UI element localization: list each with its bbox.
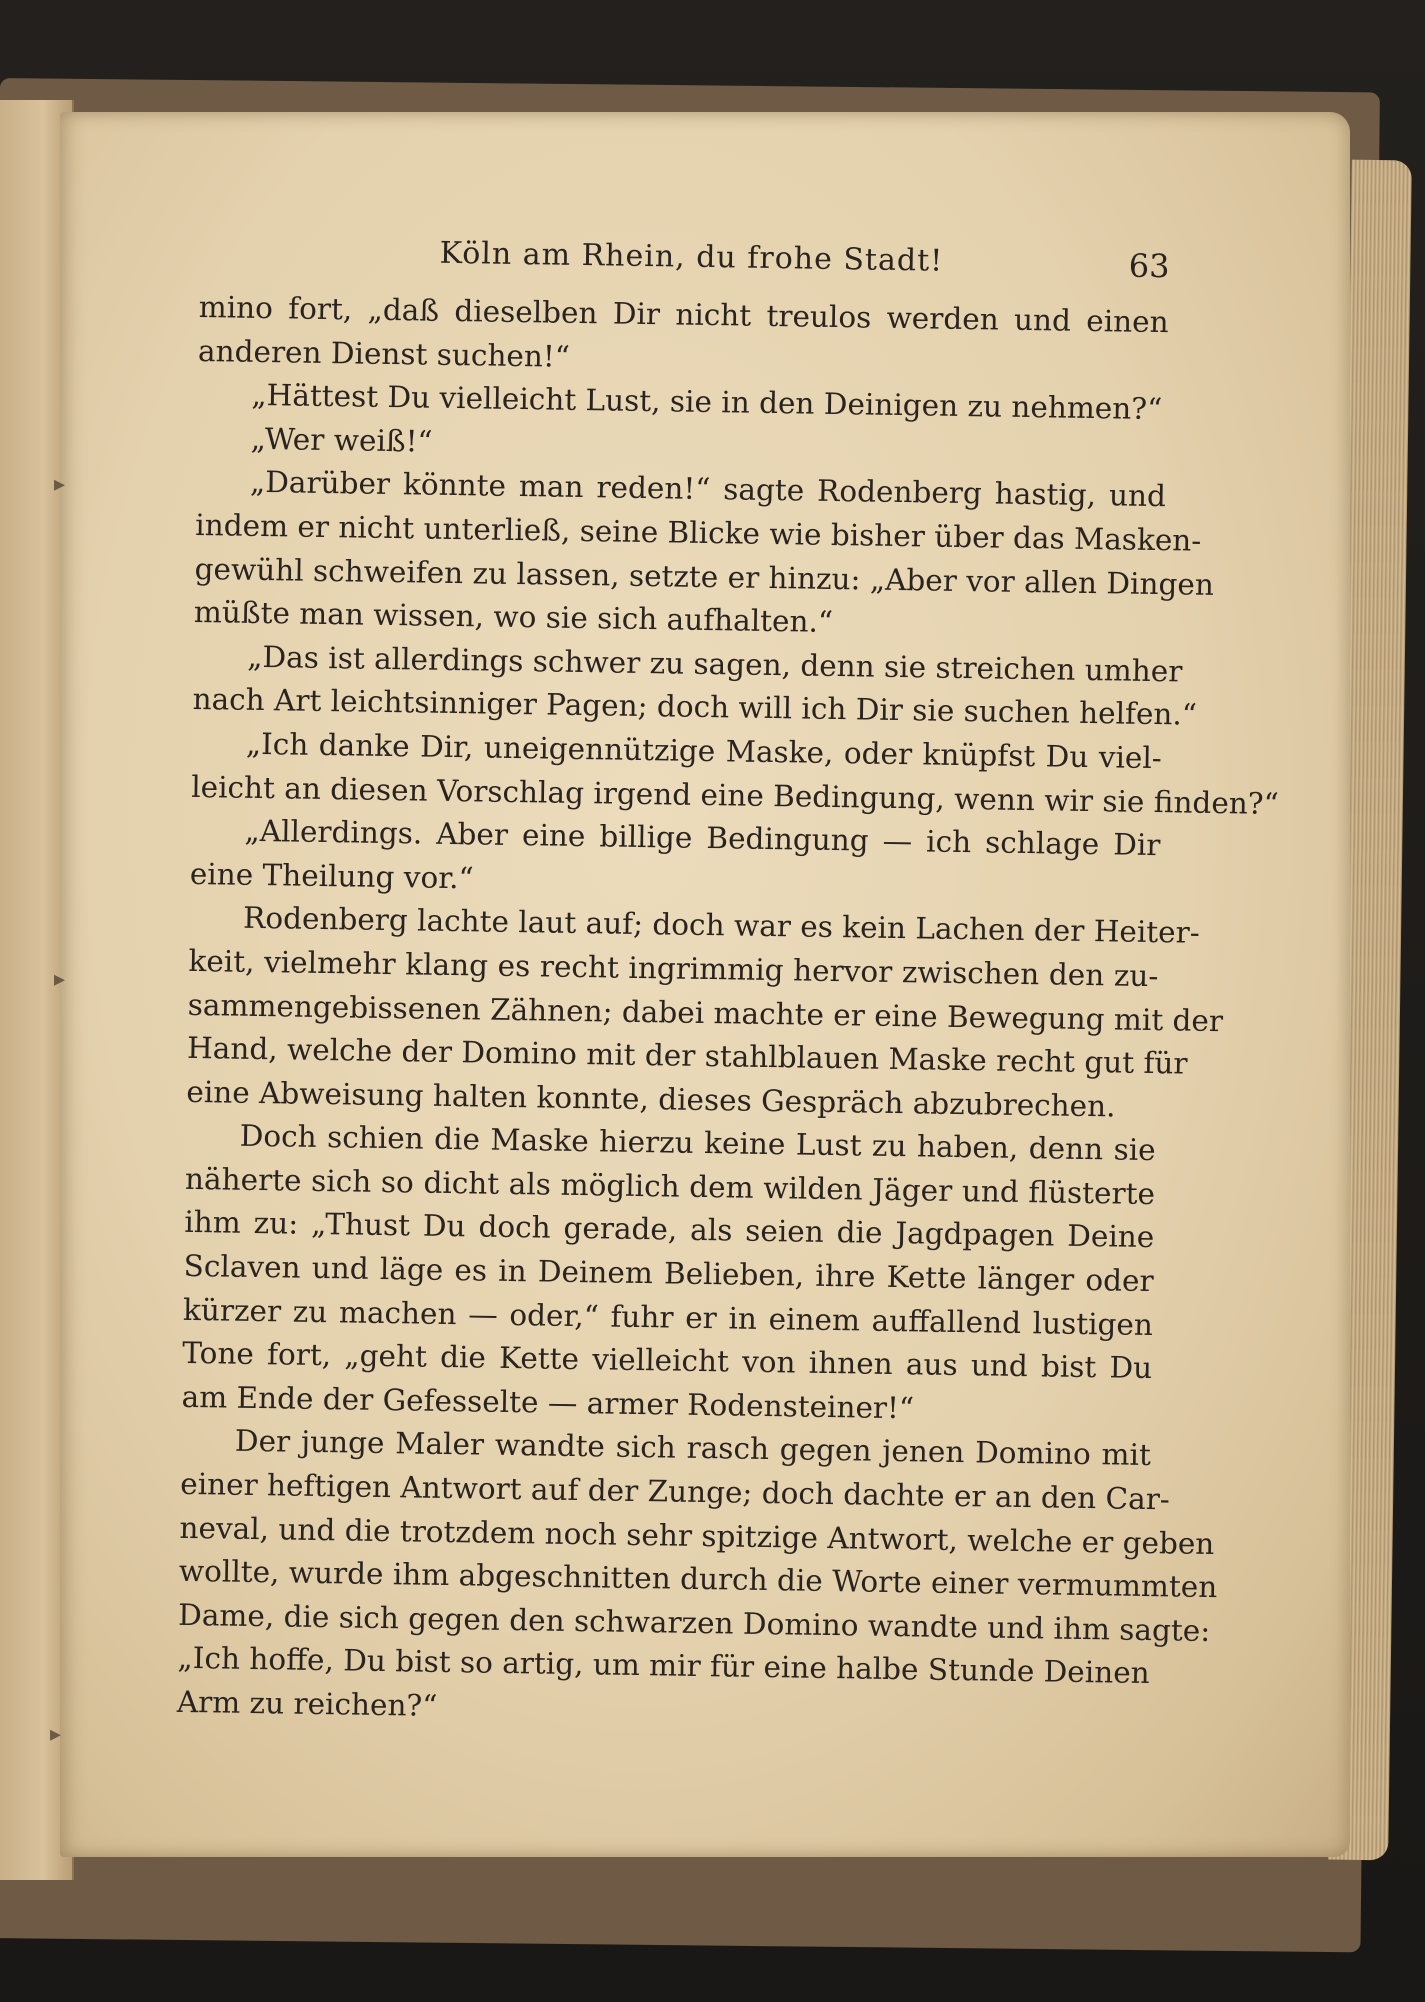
text-line: ihm zu: „Thust Du doch gerade, als seien die Jagdpagen Deine	[184, 1205, 1155, 1255]
text-line: gewühl schweifen zu lassen, setzte er hinzu: „Aber vor allen Dingen	[194, 551, 1215, 602]
text-line: am Ende der Gefesselte — armer Rodensteiner!“	[181, 1379, 915, 1426]
text-line: leicht an diesen Vorschlag irgend eine Bedingung, wenn wir sie finden?“	[190, 769, 1279, 821]
text-line: „Allerdings. Aber eine billige Bedingung — ich schlage Dir	[244, 813, 1161, 863]
text-line: Tone fort, „geht die Kette vielleicht von ihnen aus und bist Du	[182, 1336, 1153, 1386]
text-line: kürzer zu machen — oder,“ fuhr er in einem auffallend lustigen	[182, 1292, 1154, 1342]
text-line: einer heftigen Antwort auf der Zunge; doch dachte er an den Car-	[180, 1466, 1171, 1517]
text-line: wollte, wurde ihm abgeschnitten durch die Worte einer vermummten	[178, 1554, 1218, 1605]
text-line: nach Art leichtsinniger Pagen; doch will ich Dir sie suchen helfen.“	[192, 682, 1198, 733]
text-line: eine Abweisung halten konnte, dieses Gespräch abzubrechen.	[186, 1074, 1116, 1124]
body-text	[176, 286, 1279, 1740]
text-line: näherte sich so dicht als möglich dem wilden Jäger und flüsterte	[184, 1161, 1156, 1211]
margin-notch-icon: ▸	[54, 967, 66, 992]
text-line: Der junge Maler wandte sich rasch gegen jenen Domino mit	[234, 1424, 1152, 1473]
margin-notch-icon: ▸	[54, 472, 66, 497]
text-line: „Wer weiß!“	[250, 421, 433, 459]
text-line: neval, und die trotzdem noch sehr spitzige Antwort, welche er geben	[179, 1510, 1215, 1561]
text-line: anderen Dienst suchen!“	[197, 333, 571, 374]
margin-notch-icon: ▸	[50, 1722, 62, 1747]
text-line: sammengebissenen Zähnen; dabei machte er eine Bewegung mit der	[187, 987, 1224, 1038]
page-content	[176, 228, 1279, 1740]
text-line: „Das ist allerdings schwer zu sagen, denn sie streichen umher	[247, 639, 1183, 689]
text-line: Rodenberg lachte laut auf; doch war es kein Lachen der Heiter-	[242, 901, 1200, 951]
text-line: „Ich hoffe, Du bist so artig, um mir für eine halbe Stunde Deinen	[177, 1641, 1150, 1691]
text-line: „Hättest Du vielleicht Lust, sie in den Deinigen zu nehmen?“	[251, 378, 1163, 427]
text-line: mino fort, „daß dieselben Dir nicht treulos werden und einen	[198, 289, 1169, 340]
text-line: Hand, welche der Domino mit der stahlblauen Maske recht gut für	[186, 1030, 1188, 1081]
text-line: „Ich danke Dir, uneigennützige Maske, oder knüpfst Du viel-	[245, 726, 1163, 776]
text-line: Doch schien die Maske hierzu keine Lust zu haben, denn sie	[239, 1119, 1156, 1168]
text-line: Dame, die sich gegen den schwarzen Domino wandte und ihm sagte:	[177, 1597, 1211, 1648]
text-line: Arm zu reichen?“	[176, 1684, 438, 1723]
page-number: 63	[1128, 246, 1170, 286]
text-line: müßte man wissen, wo sie sich aufhalten.“	[193, 595, 834, 640]
text-line: Sclaven und läge es in Deinem Belieben, ihre Kette länger oder	[183, 1248, 1154, 1299]
text-line: eine Theilung vor.“	[189, 856, 474, 896]
text-line: „Darüber könnte man reden!“ sagte Rodenberg hastig, und	[249, 465, 1167, 514]
text-line: keit, vielmehr klang es recht ingrimmig hervor zwischen den zu-	[188, 943, 1159, 994]
text-line: indem er nicht unterließ, seine Blicke wie bisher über das Masken-	[195, 507, 1202, 558]
running-title: Köln am Rhein, du frohe Stadt!	[439, 235, 944, 279]
